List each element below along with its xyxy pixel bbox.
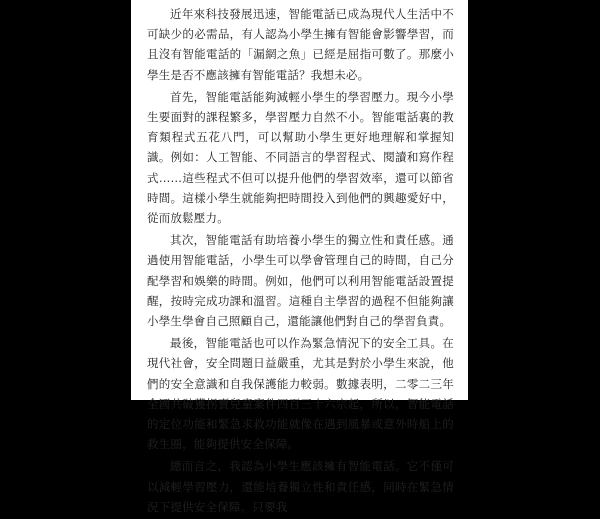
paragraph-conclusion: 總而言之，我認為小學生應該擁有智能電話。它不僅可以減輕學習壓力，還能培養獨立性和責任感，同時在緊急情況下提供安全保障。只要我	[147, 459, 454, 514]
document-page	[131, 0, 468, 514]
paragraph-third-point: 最後，智能電話也可以作為緊急情況下的安全工具。在現代社會，安全問題日益嚴重，尤其是對於小學生來說，他們的安全意識和自我保護能力較弱。數據表明，二零二三年全國共破獲拐賣兒童案件四百三十六宗起，所以，智能電話的定位功能和緊急求救功能就像在遇到風暴或意外時船上的救生圈，能夠提供安全保障。	[147, 336, 454, 452]
essay-body	[147, 4, 454, 519]
paragraph-second-point: 其次，智能電話有助培養小學生的獨立性和責任感。通過使用智能電話，小學生可以學會管理自己的時間，自己分配學習和娛樂的時間。例如，他們可以利用智能電話設置提醒，按時完成功課和溫習。這種自主學習的過程不但能夠讓小學生學會自己照顧自己，還能讓他們對自己的學習負責。	[147, 233, 454, 329]
paragraph-introduction: 近年來科技發展迅速，智能電話已成為現代人生活中不可缺少的必需品，有人認為小學生擁有智能會影響學習，而且沒有智能電話的「漏網之魚」已經是屈指可數了。那麼小學生是否不應該擁有智能電話？我想未必。	[147, 7, 454, 82]
paragraph-first-point: 首先，智能電話能夠減輕小學生的學習壓力。現今小學生要面對的課程繁多，學習壓力自然不小。智能電話裏的教育類程式五花八門，可以幫助小學生更好地理解和掌握知識。例如：人工智能、不同語言的學習程式、閱讀和寫作程式……這些程式不但可以提升他們的學習效率，還可以節省時間。這樣小學生就能夠把時間投入到他們的興趣愛好中，從而放鬆壓力。	[147, 89, 454, 226]
